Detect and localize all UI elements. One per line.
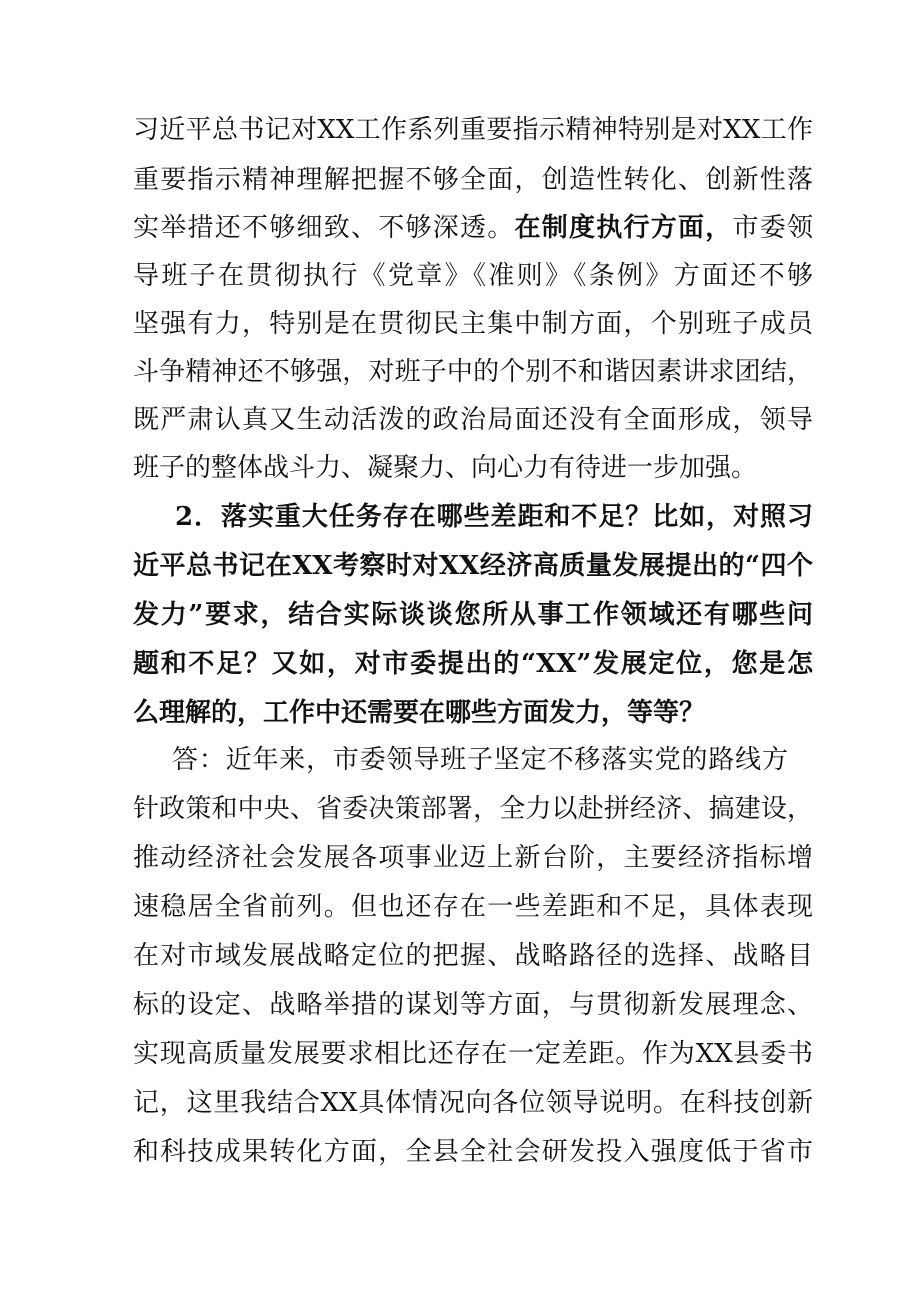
paragraph1-line-4: 导班子在贯彻执行《党章》《准则》《条例》方面还不够 — [133, 261, 813, 291]
answer2-line-3: 推动经济社会发展各项事业迈上新台阶，主要经济指标增 — [133, 843, 813, 873]
answer2-line-4: 速稳居全省前列。但也还存在一些差距和不足，具体表现 — [133, 892, 813, 922]
answer2-line-5: 在对市域发展战略定位的把握、战略路径的选择、战略目 — [133, 941, 813, 971]
question2-line-5: 么理解的，工作中还需要在哪些方面发力，等等？ — [133, 698, 706, 728]
paragraph1-line-7: 既严肃认真又生动活泼的政治局面还没有全面形成，领导 — [133, 405, 813, 435]
answer2-line-1: 答：近年来，市委领导班子坚定不移落实党的路线方 — [172, 745, 788, 775]
paragraph1-line-2: 重要指示精神理解把握不够全面，创造性转化、创新性落 — [133, 165, 813, 195]
paragraph1-line-5: 坚强有力，特别是在贯彻民主集中制方面，个别班子成员 — [133, 309, 813, 339]
paragraph1-line-3-bold-heading: 在制度执行方面， — [514, 213, 733, 243]
paragraph1-line-6: 斗争精神还不够强，对班子中的个别不和谐因素讲求团结， — [133, 357, 813, 387]
question2-line-2: 近平总书记在XX考察时对XX经济高质量发展提出的“四个 — [133, 551, 813, 581]
paragraph1-line-3-tail: 市委领 — [732, 213, 813, 243]
answer2-line-9: 和科技成果转化方面，全县全社会研发投入强度低于省市 — [133, 1137, 813, 1167]
question2-line-3: 发力”要求，结合实际谈谈您所从事工作领域还有哪些问 — [133, 600, 813, 630]
paragraph1-line-1: 习近平总书记对XX工作系列重要指示精神特别是对XX工作 — [133, 115, 813, 145]
paragraph1-line-3-text: 实举措还不够细致、不够深透。 — [133, 213, 515, 243]
answer2-line-2: 针政策和中央、省委决策部署，全力以赴拼经济、搞建设， — [133, 794, 813, 824]
answer2-line-6: 标的设定、战略举措的谋划等方面，与贯彻新发展理念、 — [133, 990, 813, 1020]
question2-line-4: 题和不足？又如，对市委提出的“XX”发展定位，您是怎 — [133, 649, 813, 679]
paragraph1-line-8: 班子的整体战斗力、凝聚力、向心力有待进一步加强。 — [133, 453, 758, 483]
paragraph1-line-3 — [133, 208, 813, 248]
question2-line-1: 2．落实重大任务存在哪些差距和不足？比如，对照习 — [175, 502, 813, 532]
answer2-line-7: 实现高质量发展要求相比还存在一定差距。作为XX县委书 — [133, 1039, 813, 1069]
answer2-line-8: 记，这里我结合XX具体情况向各位领导说明。在科技创新 — [133, 1088, 813, 1118]
